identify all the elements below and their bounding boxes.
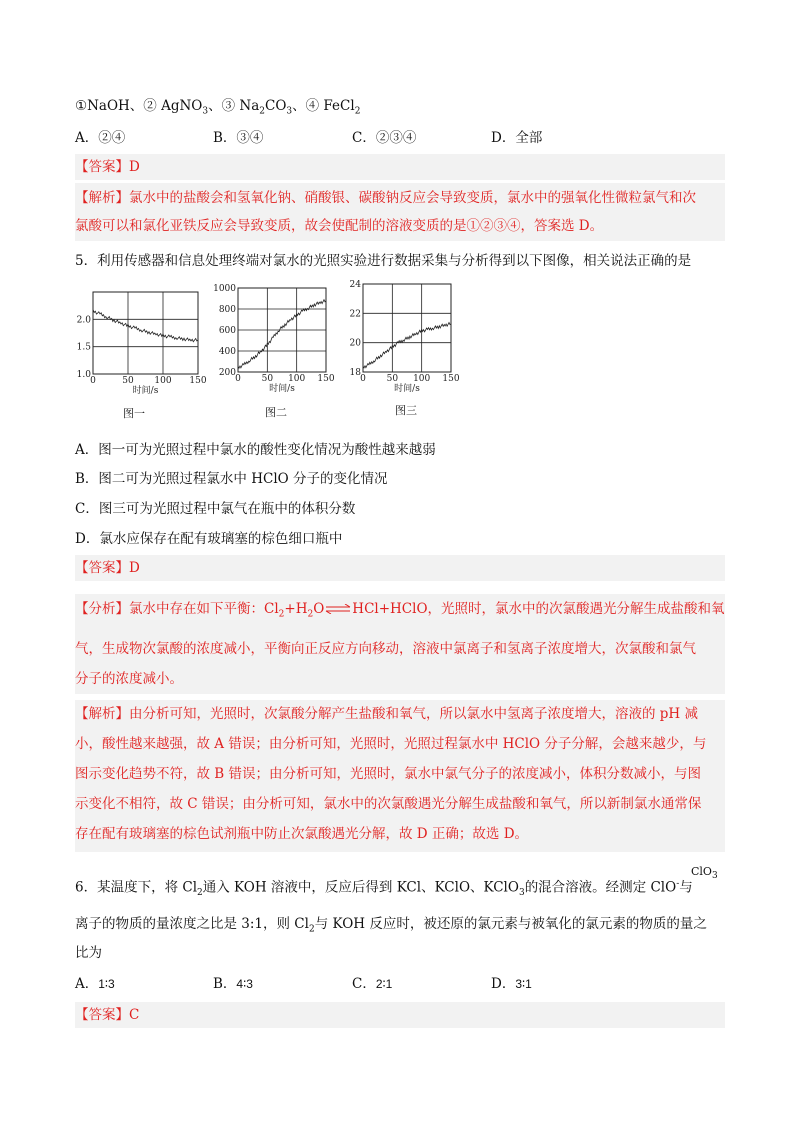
x-tick-label: 0 (360, 374, 366, 384)
q5-jiexi-line: 【解析】由分析可知，光照时，次氯酸分解产生盐酸和氧气，所以氯水中氢离子浓度增大，溶液的 pH 减 (75, 706, 698, 722)
q5-option-c: C．图三可为光照过程中氯气在瓶中的体积分数 (75, 501, 356, 517)
q6-option-a (75, 974, 115, 994)
q6-answer: 【答案】C (75, 1007, 140, 1023)
x-axis-label: 时间/s (132, 386, 159, 396)
plot-frame (93, 292, 198, 374)
y-tick-label: 2.0 (76, 315, 91, 326)
q6-answer-box (75, 1002, 725, 1028)
y-tick-label: 1.5 (76, 342, 91, 353)
x-tick-label: 50 (122, 376, 134, 386)
fenxi-text: O (313, 601, 325, 617)
chart-3-svg (335, 280, 460, 396)
y-tick-label: 1.0 (76, 370, 91, 380)
chart-3-caption: 图三 (395, 404, 417, 417)
y-tick-label: 18 (349, 368, 361, 378)
q4-analysis-box (75, 183, 725, 241)
q6-option-b (213, 974, 253, 994)
y-tick-label: 800 (218, 305, 236, 315)
q5-stem: 5．利用传感器和信息处理终端对氯水的光照实验进行数据采集与分析得到以下图像，相关说法正确的是 (75, 253, 692, 269)
q4-option-c: C．②③④ (352, 130, 417, 146)
q5-option-d: D．氯水应保存在配有玻璃塞的棕色细口瓶中 (75, 531, 343, 547)
q4-items-text: ①NaOH、② AgNO (75, 98, 203, 114)
q4-sub: 2 (354, 106, 361, 117)
q6-option-label: A． (75, 976, 99, 992)
q6-text: 离子的物质的量浓度之比是 3:1，则 Cl (75, 916, 309, 932)
chart-1 (75, 284, 210, 400)
series-line (93, 310, 198, 342)
clo3-sub: 3 (711, 871, 718, 882)
y-tick-label: 600 (218, 326, 236, 336)
fenxi-text: HCl+HClO，光照时，氯水中的次氯酸遇光分解生成盐酸和氧 (352, 601, 725, 617)
q5-jiexi-line: 小，酸性越来越强，故 A 错误；由分析可知，光照时，光照过程氯水中 HClO 分子分解，会越来越少，与 (75, 736, 707, 752)
q6-stem (75, 874, 693, 903)
x-tick-label: 150 (189, 376, 207, 386)
y-tick-label: 400 (218, 347, 236, 357)
fenxi-text: +H (284, 601, 308, 617)
q4-option-a: A．②④ (75, 130, 126, 146)
q6-option-value: 3∶1 (515, 977, 532, 991)
chart-2 (210, 282, 335, 400)
q4-items (75, 96, 360, 122)
q5-jiexi-box (75, 700, 725, 852)
q6-text: 6．某温度下，将 Cl (75, 879, 198, 896)
x-tick-label: 100 (413, 374, 431, 384)
chart-3 (335, 280, 460, 400)
y-tick-label: 22 (349, 309, 361, 320)
x-tick-label: 100 (288, 374, 306, 384)
q6-option-label: D． (491, 976, 516, 992)
x-tick-label: 100 (154, 376, 172, 386)
x-axis-label: 时间/s (394, 384, 420, 394)
clo3-text: ClO (691, 865, 712, 878)
q6-option-value: 1∶3 (98, 977, 115, 991)
q5-jiexi-line: 存在配有玻璃塞的棕色试剂瓶中防止次氯酸遇光分解，故 D 正确；故选 D。 (75, 826, 529, 842)
x-tick-label: 0 (90, 376, 96, 386)
x-tick-label: 0 (235, 374, 241, 384)
q6-option-c (352, 974, 392, 994)
q4-sub: 3 (202, 106, 209, 117)
q5-option-b: B．图二可为光照过程氯水中 HClO 分子的变化情况 (75, 471, 388, 487)
y-tick-label: 1000 (213, 284, 236, 294)
equilibrium-arrow-icon (324, 600, 352, 620)
q4-option-b: B．③④ (213, 130, 264, 146)
q4-items-text: 、④ FeCl (292, 98, 355, 114)
q5-answer: 【答案】D (75, 560, 140, 576)
q6-option-value: 4∶3 (236, 977, 253, 991)
q6-line2 (75, 914, 707, 940)
q4-items-text: 、③ Na (208, 98, 260, 114)
q5-answer-box (75, 555, 725, 581)
q5-option-a: A．图一可为光照过程中氯水的酸性变化情况为酸性越来越弱 (75, 442, 436, 458)
q6-sub: 2 (308, 924, 315, 935)
q4-answer-box (75, 154, 725, 180)
y-tick-label: 20 (349, 338, 361, 349)
q5-jiexi-line: 示变化不相符，故 C 错误；由分析可知，氯水中的次氯酸遇光分解生成盐酸和氧气，所以新制氯水通常保 (75, 796, 702, 812)
q6-option-value: 2∶1 (375, 977, 393, 991)
fenxi-text: 【分析】氯水中存在如下平衡：Cl (75, 601, 279, 617)
chart-1-caption: 图一 (123, 407, 145, 420)
q6-option-label: C． (352, 976, 376, 992)
q4-option-d: D．全部 (491, 130, 543, 146)
q4-answer: 【答案】D (75, 159, 140, 175)
q5-fenxi-line: 分子的浓度减小。 (75, 671, 183, 687)
x-axis-label: 时间/s (269, 384, 295, 394)
q6-line3: 比为 (75, 945, 102, 961)
fenxi-sub: 2 (307, 609, 314, 620)
clo3-formula (691, 862, 718, 886)
fenxi-sub: 2 (278, 609, 285, 620)
q4-sub: 3 (286, 106, 293, 117)
q5-jiexi-line: 图示变化趋势不符，故 B 错误；由分析可知，光照时，氯水中氯气分子的浓度减小，体积分数减小，与图 (75, 766, 702, 782)
q6-option-d (491, 974, 532, 994)
q4-sub: 2 (259, 106, 265, 117)
q6-option-label: B． (213, 976, 237, 992)
y-tick-label: 200 (218, 368, 236, 378)
y-tick-label: 24 (349, 280, 361, 290)
q6-sub: 3 (518, 888, 525, 899)
q4-analysis-line: 【解析】氯水中的盐酸会和氢氧化钠、硝酸银、碳酸钠反应会导致变质，氯水中的强氧化性微粒氯气和次 (75, 190, 696, 206)
chart-2-caption: 图二 (265, 406, 287, 419)
series-line (238, 300, 326, 368)
chart-2-svg (210, 282, 335, 396)
q5-fenxi-line (75, 599, 725, 625)
q5-fenxi-line: 气，生成物次氯酸的浓度减小，平衡向正反应方向移动，溶液中氯离子和氢离子浓度增大，次氯酸和氯气 (75, 641, 696, 657)
q5-fenxi-box (75, 594, 725, 694)
q6-text: 通入 KOH 溶液中，反应后得到 KCl、KClO、KClO (202, 879, 519, 896)
series-line (363, 323, 451, 368)
x-tick-label: 150 (442, 374, 460, 384)
q6-sub: 2 (197, 888, 203, 899)
x-tick-label: 50 (386, 374, 399, 384)
q4-analysis-line: 氯酸可以和氯化亚铁反应会导致变质，故会使配制的溶液变质的是①②③④，答案选 D。 (75, 218, 604, 234)
chart-1-svg (75, 284, 210, 396)
q6-text: 与 KOH 反应时，被还原的氯元素与被氧化的氯元素的物质的量之 (314, 916, 707, 932)
q6-text: 与 (679, 879, 693, 896)
q6-text: 的混合溶液。经测定 ClO (524, 879, 677, 896)
x-tick-label: 50 (261, 374, 274, 384)
x-tick-label: 150 (317, 374, 335, 384)
q6-sup: - (676, 879, 680, 889)
q4-items-text: CO (265, 98, 287, 114)
